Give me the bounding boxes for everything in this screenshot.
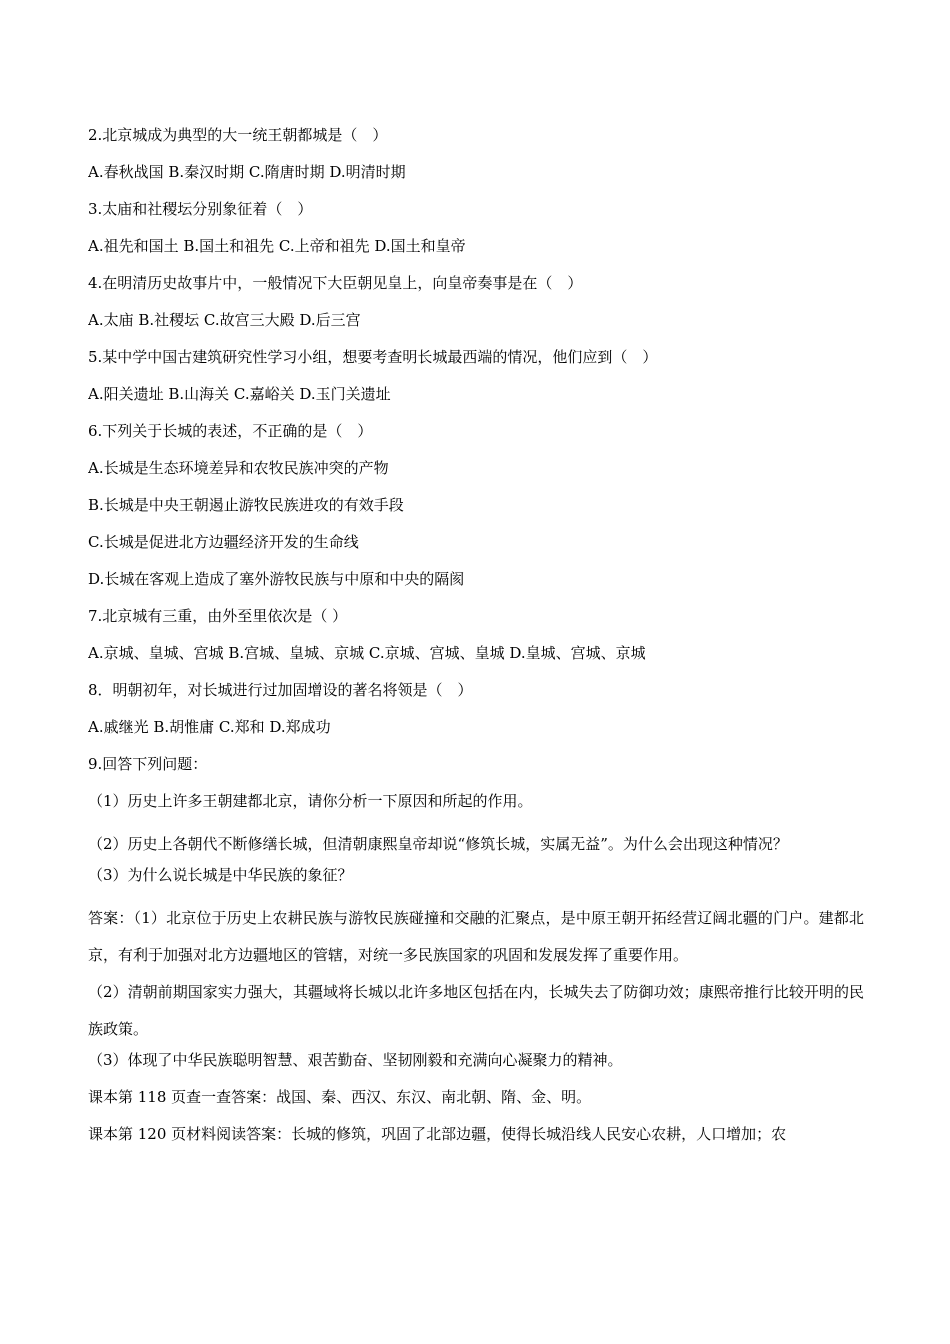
question-5: 5.某中学中国古建筑研究性学习小组，想要考查明长城最西端的情况，他们应到（ ）: [88, 348, 658, 366]
question-6-option-c: C.长城是促进北方边疆经济开发的生命线: [88, 533, 359, 551]
question-9-part-1: （1）历史上许多王朝建都北京，请你分析一下原因和所起的作用。: [88, 792, 533, 810]
question-9-part-3: （3）为什么说长城是中华民族的象征？: [88, 866, 353, 884]
answer-part-3: （3）体现了中华民族聪明智慧、艰苦勤奋、坚韧刚毅和充满向心凝聚力的精神。: [88, 1051, 623, 1069]
question-5-options: A.阳关遗址 B.山海关 C.嘉峪关 D.玉门关遗址: [88, 385, 391, 403]
question-4: 4.在明清历史故事片中，一般情况下大臣朝见皇上，向皇帝奏事是在（ ）: [88, 274, 583, 292]
question-8-options: A.戚继光 B.胡惟庸 C.郑和 D.郑成功: [88, 718, 331, 736]
document-body: [88, 123, 864, 1159]
question-8: 8．明朝初年，对长城进行过加固增设的著名将领是（ ）: [88, 681, 473, 699]
question-6: 6.下列关于长城的表述，不正确的是（ ）: [88, 422, 373, 440]
question-3: 3.太庙和社稷坛分别象征着（ ）: [88, 200, 313, 218]
question-4-options: A.太庙 B.社稷坛 C.故宫三大殿 D.后三宫: [88, 311, 361, 329]
question-7-options: A.京城、皇城、宫城 B.宫城、皇城、京城 C.京城、宫城、皇城 D.皇城、宫城、京城: [88, 644, 646, 662]
answer-part-2: （2）清朝前期国家实力强大，其疆域将长城以北许多地区包括在内，长城失去了防御功效；康熙帝推行比较开明的民族政策。: [88, 983, 864, 1038]
question-2: 2.北京城成为典型的大一统王朝都城是（ ）: [88, 126, 388, 144]
textbook-page-120-answer: 课本第 120 页材料阅读答案：长城的修筑，巩固了北部边疆，使得长城沿线人民安心农耕，人口增加；农: [88, 1125, 787, 1143]
answer-part-1: 答案：（1）北京位于历史上农耕民族与游牧民族碰撞和交融的汇聚点，是中原王朝开拓经营辽阔北疆的门户。建都北京，有利于加强对北方边疆地区的管辖，对统一多民族国家的巩固和发展发挥了重要作用。: [88, 909, 864, 964]
question-3-options: A.祖先和国土 B.国土和祖先 C.上帝和祖先 D.国土和皇帝: [88, 237, 466, 255]
question-6-option-a: A.长城是生态环境差异和农牧民族冲突的产物: [88, 459, 389, 477]
textbook-page-118-answer: 课本第 118 页查一查答案：战国、秦、西汉、东汉、南北朝、隋、金、明。: [88, 1088, 592, 1106]
question-9-part-2: （2）历史上各朝代不断修缮长城，但清朝康熙皇帝却说“修筑长城，实属无益”。为什么会出现这种情况？: [88, 835, 788, 853]
question-7: 7.北京城有三重，由外至里依次是（ ）: [88, 607, 348, 625]
question-6-option-b: B.长城是中央王朝遏止游牧民族进攻的有效手段: [88, 496, 404, 514]
question-6-option-d: D.长城在客观上造成了塞外游牧民族与中原和中央的隔阂: [88, 570, 465, 588]
question-2-options: A.春秋战国 B.秦汉时期 C.隋唐时期 D.明清时期: [88, 163, 406, 181]
question-9: 9.回答下列问题：: [88, 755, 208, 773]
